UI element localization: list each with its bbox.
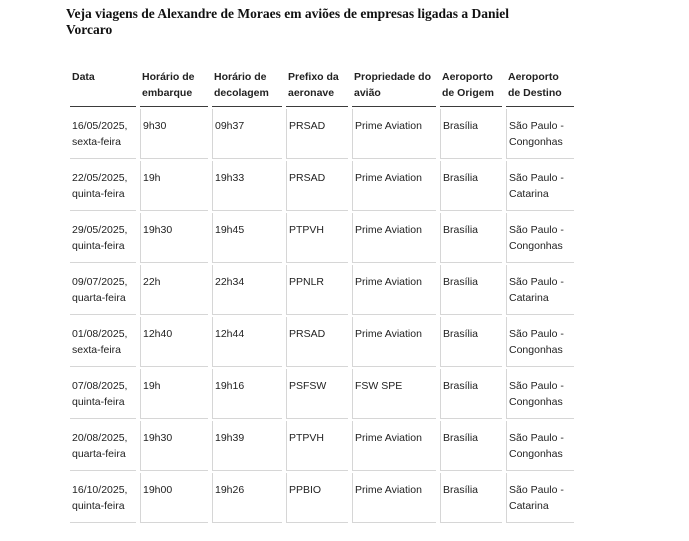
cell-takeoff-time: 09h37 bbox=[212, 109, 282, 159]
cell-aircraft-prefix: PPNLR bbox=[286, 265, 348, 315]
cell-origin-airport: Brasília bbox=[440, 369, 502, 419]
cell-origin-airport: Brasília bbox=[440, 213, 502, 263]
column-header: Data bbox=[70, 65, 136, 107]
cell-aircraft-prefix: PTPVH bbox=[286, 213, 348, 263]
cell-date: 01/08/2025, sexta-feira bbox=[70, 317, 136, 367]
cell-aircraft-prefix: PTPVH bbox=[286, 421, 348, 471]
cell-takeoff-time: 12h44 bbox=[212, 317, 282, 367]
column-header: Prefixo da aeronave bbox=[286, 65, 348, 107]
cell-destination-airport: São Paulo - Congonhas bbox=[506, 213, 574, 263]
cell-date: 20/08/2025, quarta-feira bbox=[70, 421, 136, 471]
cell-date: 07/08/2025, quinta-feira bbox=[70, 369, 136, 419]
cell-aircraft-prefix: PRSAD bbox=[286, 317, 348, 367]
cell-boarding-time: 19h00 bbox=[140, 473, 208, 523]
cell-destination-airport: São Paulo - Congonhas bbox=[506, 369, 574, 419]
cell-origin-airport: Brasília bbox=[440, 317, 502, 367]
cell-takeoff-time: 19h39 bbox=[212, 421, 282, 471]
cell-destination-airport: São Paulo - Congonhas bbox=[506, 421, 574, 471]
cell-boarding-time: 22h bbox=[140, 265, 208, 315]
cell-boarding-time: 19h30 bbox=[140, 421, 208, 471]
table-row bbox=[70, 421, 574, 471]
cell-takeoff-time: 19h33 bbox=[212, 161, 282, 211]
cell-origin-airport: Brasília bbox=[440, 161, 502, 211]
page-title: Veja viagens de Alexandre de Moraes em aviões de empresas ligadas a Daniel Vorcaro bbox=[66, 6, 509, 37]
column-header: Horário de embarque bbox=[140, 65, 208, 107]
cell-aircraft-prefix: PRSAD bbox=[286, 109, 348, 159]
table-row bbox=[70, 161, 574, 211]
cell-date: 16/10/2025, quinta-feira bbox=[70, 473, 136, 523]
table-row bbox=[70, 369, 574, 419]
table-header-row bbox=[70, 65, 574, 107]
table-row bbox=[70, 213, 574, 263]
cell-boarding-time: 9h30 bbox=[140, 109, 208, 159]
cell-takeoff-time: 22h34 bbox=[212, 265, 282, 315]
cell-origin-airport: Brasília bbox=[440, 421, 502, 471]
cell-aircraft-prefix: PRSAD bbox=[286, 161, 348, 211]
cell-owner: FSW SPE bbox=[352, 369, 436, 419]
cell-date: 09/07/2025, quarta-feira bbox=[70, 265, 136, 315]
cell-owner: Prime Aviation bbox=[352, 265, 436, 315]
cell-boarding-time: 19h30 bbox=[140, 213, 208, 263]
cell-destination-airport: São Paulo - Catarina bbox=[506, 265, 574, 315]
table-row bbox=[70, 317, 574, 367]
cell-owner: Prime Aviation bbox=[352, 109, 436, 159]
table-row bbox=[70, 473, 574, 523]
flights-table bbox=[66, 63, 578, 525]
cell-takeoff-time: 19h26 bbox=[212, 473, 282, 523]
cell-date: 29/05/2025, quinta-feira bbox=[70, 213, 136, 263]
cell-origin-airport: Brasília bbox=[440, 109, 502, 159]
table-row bbox=[70, 265, 574, 315]
cell-owner: Prime Aviation bbox=[352, 213, 436, 263]
cell-destination-airport: São Paulo - Congonhas bbox=[506, 317, 574, 367]
cell-origin-airport: Brasília bbox=[440, 473, 502, 523]
cell-destination-airport: São Paulo - Catarina bbox=[506, 473, 574, 523]
cell-aircraft-prefix: PSFSW bbox=[286, 369, 348, 419]
cell-date: 22/05/2025, quinta-feira bbox=[70, 161, 136, 211]
column-header: Propriedade do avião bbox=[352, 65, 436, 107]
column-header: Aeroporto de Destino bbox=[506, 65, 574, 107]
cell-owner: Prime Aviation bbox=[352, 317, 436, 367]
cell-boarding-time: 19h bbox=[140, 369, 208, 419]
table-body bbox=[70, 109, 574, 523]
cell-destination-airport: São Paulo - Congonhas bbox=[506, 109, 574, 159]
cell-date: 16/05/2025, sexta-feira bbox=[70, 109, 136, 159]
cell-aircraft-prefix: PPBIO bbox=[286, 473, 348, 523]
cell-boarding-time: 12h40 bbox=[140, 317, 208, 367]
cell-owner: Prime Aviation bbox=[352, 473, 436, 523]
cell-owner: Prime Aviation bbox=[352, 421, 436, 471]
cell-takeoff-time: 19h45 bbox=[212, 213, 282, 263]
table-row bbox=[70, 109, 574, 159]
cell-origin-airport: Brasília bbox=[440, 265, 502, 315]
cell-owner: Prime Aviation bbox=[352, 161, 436, 211]
cell-boarding-time: 19h bbox=[140, 161, 208, 211]
column-header: Aeroporto de Origem bbox=[440, 65, 502, 107]
column-header: Horário de decolagem bbox=[212, 65, 282, 107]
cell-takeoff-time: 19h16 bbox=[212, 369, 282, 419]
cell-destination-airport: São Paulo - Catarina bbox=[506, 161, 574, 211]
